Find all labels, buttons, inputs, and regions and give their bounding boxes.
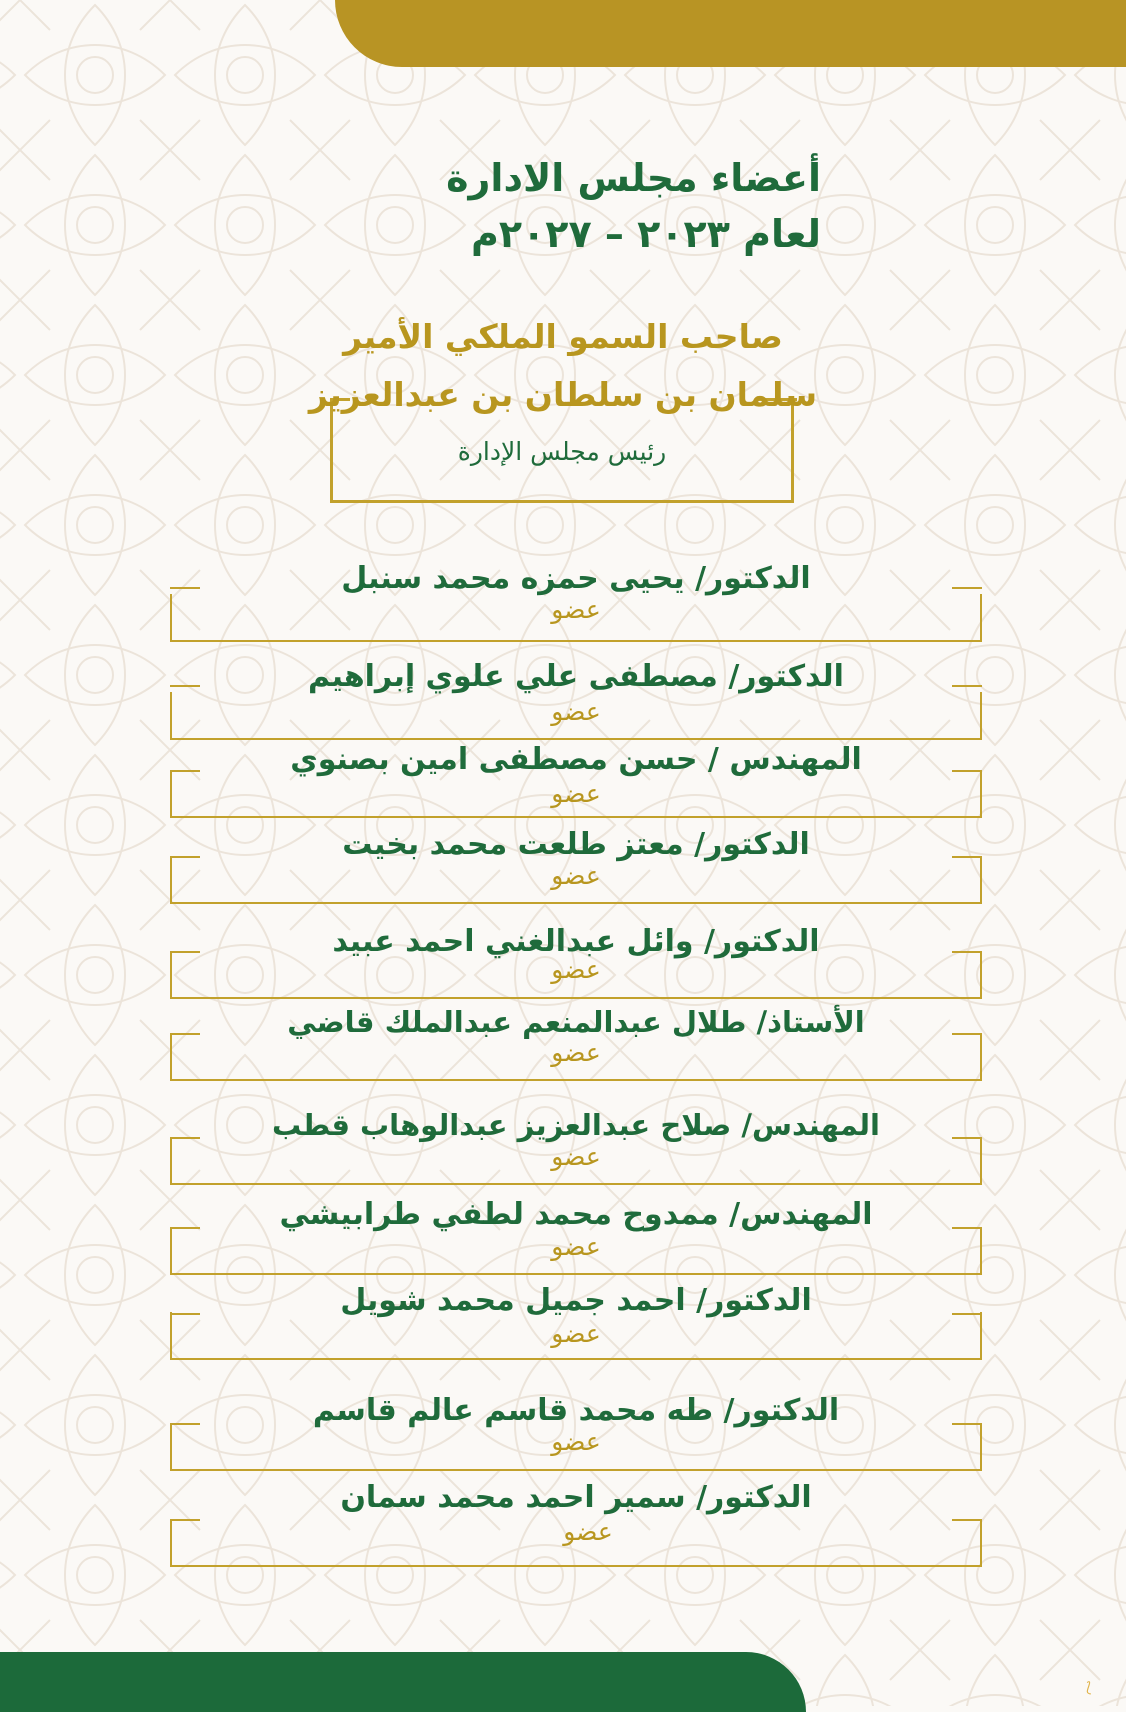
- member-role: عضو: [551, 1142, 601, 1171]
- member-role: عضو: [551, 779, 601, 808]
- member-card: [170, 1260, 982, 1360]
- decorative-swirl-icon: ⟆: [1086, 1680, 1092, 1696]
- member-card: [170, 542, 982, 642]
- member-name: المهندس/ ممدوح محمد لطفي طرابيشي: [279, 1197, 873, 1232]
- member-role: عضو: [551, 595, 601, 624]
- member-role: عضو: [563, 1517, 613, 1546]
- member-role: عضو: [551, 697, 601, 726]
- member-name: الدكتور/ احمد جميل محمد شويل: [340, 1283, 812, 1318]
- member-card: [170, 1085, 982, 1185]
- member-role: عضو: [551, 861, 601, 890]
- member-role: عضو: [551, 955, 601, 984]
- member-card: [170, 1467, 982, 1567]
- member-role: عضو: [551, 1319, 601, 1348]
- member-role: عضو: [551, 1038, 601, 1067]
- member-name: الدكتور/ سمير احمد محمد سمان: [340, 1480, 812, 1515]
- member-name: المهندس / حسن مصطفى امين بصنوي: [290, 742, 862, 777]
- member-name: الدكتور/ معتز طلعت محمد بخيت: [342, 827, 810, 862]
- member-name: الدكتور/ يحيى حمزه محمد سنبل: [341, 561, 811, 596]
- member-name: الدكتور/ وائل عبدالغني احمد عبيد: [332, 924, 820, 959]
- member-name: الدكتور/ طه محمد قاسم عالم قاسم: [312, 1393, 840, 1428]
- chairman-name: سلمان بن سلطان بن عبدالعزيز: [308, 375, 818, 414]
- member-card: [170, 718, 982, 818]
- chairman-role: رئيس مجلس الإدارة: [457, 437, 667, 466]
- member-role: عضو: [551, 1232, 601, 1261]
- bottom-green-band: [0, 1652, 806, 1712]
- member-card: [170, 804, 982, 904]
- page-title: [446, 150, 821, 262]
- top-gold-band: [335, 0, 1126, 67]
- member-name: المهندس/ صلاح عبدالعزيز عبدالوهاب قطب: [272, 1108, 880, 1142]
- member-name: الدكتور/ مصطفى علي علوي إبراهيم: [308, 659, 844, 694]
- member-role: عضو: [551, 1427, 601, 1456]
- member-card: [170, 1371, 982, 1471]
- page-title-line1: أعضاء مجلس الادارة: [446, 156, 821, 200]
- page-title-line2: لعام ٢٠٢٣ – ٢٠٢٧م: [471, 212, 821, 256]
- chairman-honorific: صاحب السمو الملكي الأمير: [343, 317, 783, 356]
- member-card: [170, 981, 982, 1081]
- chairman-heading: [300, 308, 826, 424]
- member-name: الأستاذ/ طلال عبدالمنعم عبدالملك قاضي: [287, 1005, 865, 1039]
